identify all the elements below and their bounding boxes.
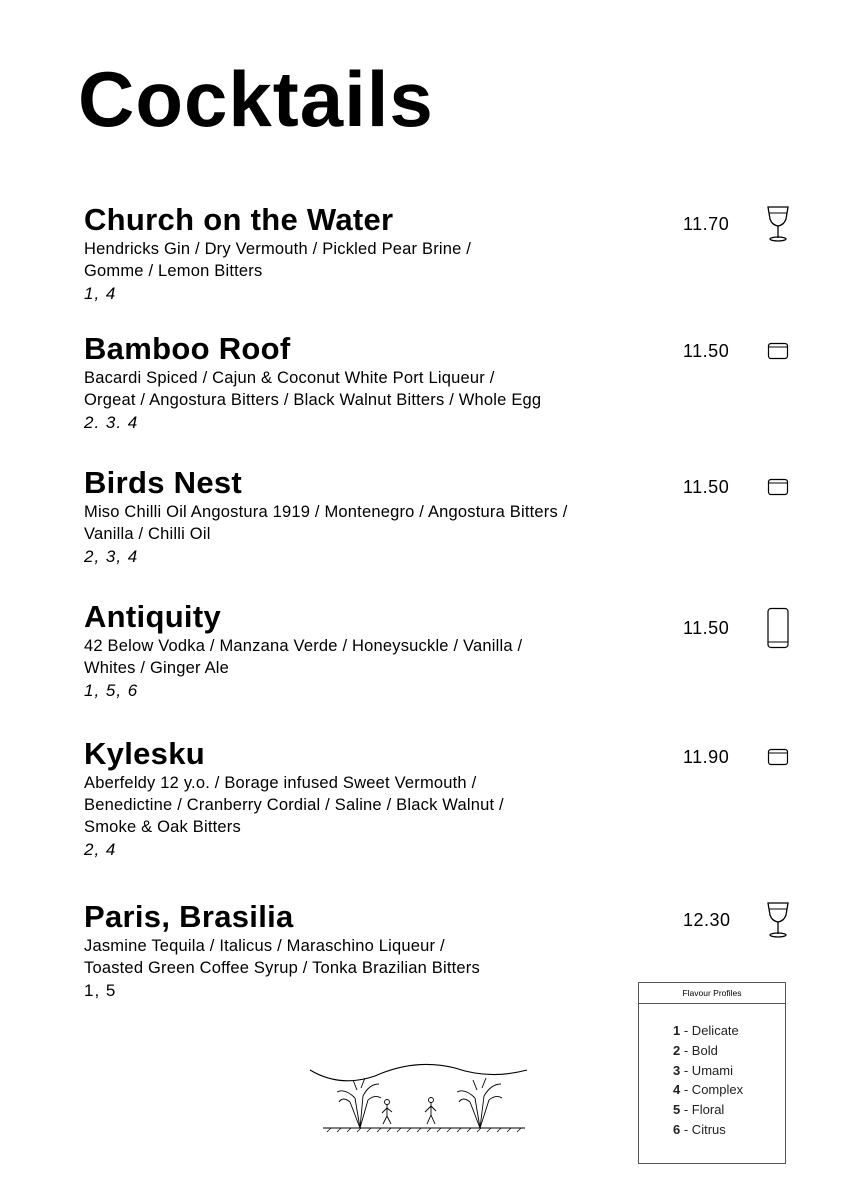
page-title: Cocktails xyxy=(78,55,434,143)
legend-label: - Floral xyxy=(683,1102,725,1118)
cocktail-item xyxy=(84,901,664,1003)
cocktail-item xyxy=(84,601,664,703)
flavour-profiles-legend xyxy=(638,982,786,1164)
cocktail-price: 11.50 xyxy=(683,477,730,497)
legend-number: 1 xyxy=(673,1023,681,1038)
legend-number: 5 xyxy=(673,1102,681,1118)
cocktail-name: Paris, Brasilia xyxy=(84,899,294,934)
cocktail-name: Kylesku xyxy=(84,736,205,771)
bamboo-roof-illustration xyxy=(305,1058,530,1134)
flavour-profile-numbers: 1, 5, 6 xyxy=(84,681,139,700)
tumbler-glass-icon xyxy=(767,342,789,360)
cocktail-name: Bamboo Roof xyxy=(84,331,291,366)
tumbler-glass-icon xyxy=(767,478,789,496)
cocktail-price: 11.50 xyxy=(683,341,730,361)
ingredients-line: Miso Chilli Oil Angostura 1919 / Montenegro / Angostura Bitters / xyxy=(84,503,568,521)
cocktail-price: 11.50 xyxy=(683,618,730,638)
legend-item xyxy=(673,1061,743,1081)
flavour-profile-numbers: 1, 5 xyxy=(84,981,117,1000)
ingredients-line: Hendricks Gin / Dry Vermouth / Pickled Pear Brine / xyxy=(84,240,472,258)
flavour-profile-numbers: 2. 3. 4 xyxy=(84,413,139,432)
legend-item xyxy=(673,1021,743,1041)
cocktail-price: 11.90 xyxy=(683,747,730,767)
ingredients-line: Jasmine Tequila / Italicus / Maraschino Liqueur / xyxy=(84,937,445,955)
legend-number: 6 xyxy=(673,1121,681,1137)
ingredients-line: Smoke & Oak Bitters xyxy=(84,818,241,836)
ingredients-line: Whites / Ginger Ale xyxy=(84,659,230,677)
cocktail-price: 11.70 xyxy=(683,214,730,234)
legend-label: - Umami xyxy=(683,1062,733,1078)
ingredients-line: Toasted Green Coffee Syrup / Tonka Brazilian Bitters xyxy=(84,959,480,977)
ingredients-line: 42 Below Vodka / Manzana Verde / Honeysuckle / Vanilla / xyxy=(84,637,523,655)
cocktail-item xyxy=(84,204,664,306)
legend-label: - Bold xyxy=(683,1042,718,1058)
cocktail-item xyxy=(84,738,664,862)
cocktail-name: Birds Nest xyxy=(84,465,243,500)
cocktail-ingredients xyxy=(84,772,664,838)
cocktail-price: 12.30 xyxy=(683,910,731,930)
legend-label: - Delicate xyxy=(683,1023,739,1038)
legend-item xyxy=(673,1100,743,1120)
legend-number: 3 xyxy=(673,1062,681,1078)
wine-glass-icon xyxy=(766,901,790,939)
ingredients-line: Bacardi Spiced / Cajun & Coconut White Port Liqueur / xyxy=(84,369,495,387)
cocktail-ingredients xyxy=(84,935,664,979)
legend-list xyxy=(673,1021,743,1140)
highball-glass-icon xyxy=(766,607,790,649)
cocktail-ingredients xyxy=(84,635,664,679)
legend-item xyxy=(673,1041,743,1061)
flavour-profile-numbers: 1, 4 xyxy=(84,284,117,303)
ingredients-line: Orgeat / Angostura Bitters / Black Walnut Bitters / Whole Egg xyxy=(84,391,542,409)
flavour-profile-numbers: 2, 3, 4 xyxy=(84,547,139,566)
cocktail-ingredients xyxy=(84,501,664,545)
tumbler-glass-icon xyxy=(767,748,789,766)
flavour-profile-numbers: 2, 4 xyxy=(84,840,117,859)
cocktail-ingredients xyxy=(84,238,664,282)
legend-heading: Flavour Profiles xyxy=(639,983,785,1004)
legend-item xyxy=(673,1080,743,1100)
ingredients-line: Vanilla / Chilli Oil xyxy=(84,525,211,543)
legend-label: - Complex xyxy=(683,1082,744,1098)
legend-item xyxy=(673,1120,743,1140)
legend-number: 2 xyxy=(673,1042,681,1058)
cocktail-item xyxy=(84,333,664,435)
legend-label: - Citrus xyxy=(683,1121,726,1137)
ingredients-line: Aberfeldy 12 y.o. / Borage infused Sweet Vermouth / xyxy=(84,774,477,792)
cocktail-ingredients xyxy=(84,367,664,411)
ingredients-line: Gomme / Lemon Bitters xyxy=(84,262,263,280)
cocktail-name: Church on the Water xyxy=(84,202,394,237)
legend-number: 4 xyxy=(673,1082,681,1098)
cocktail-name: Antiquity xyxy=(84,599,222,634)
wine-glass-icon xyxy=(766,205,790,243)
ingredients-line: Benedictine / Cranberry Cordial / Saline / Black Walnut / xyxy=(84,796,504,814)
cocktail-item xyxy=(84,467,664,569)
